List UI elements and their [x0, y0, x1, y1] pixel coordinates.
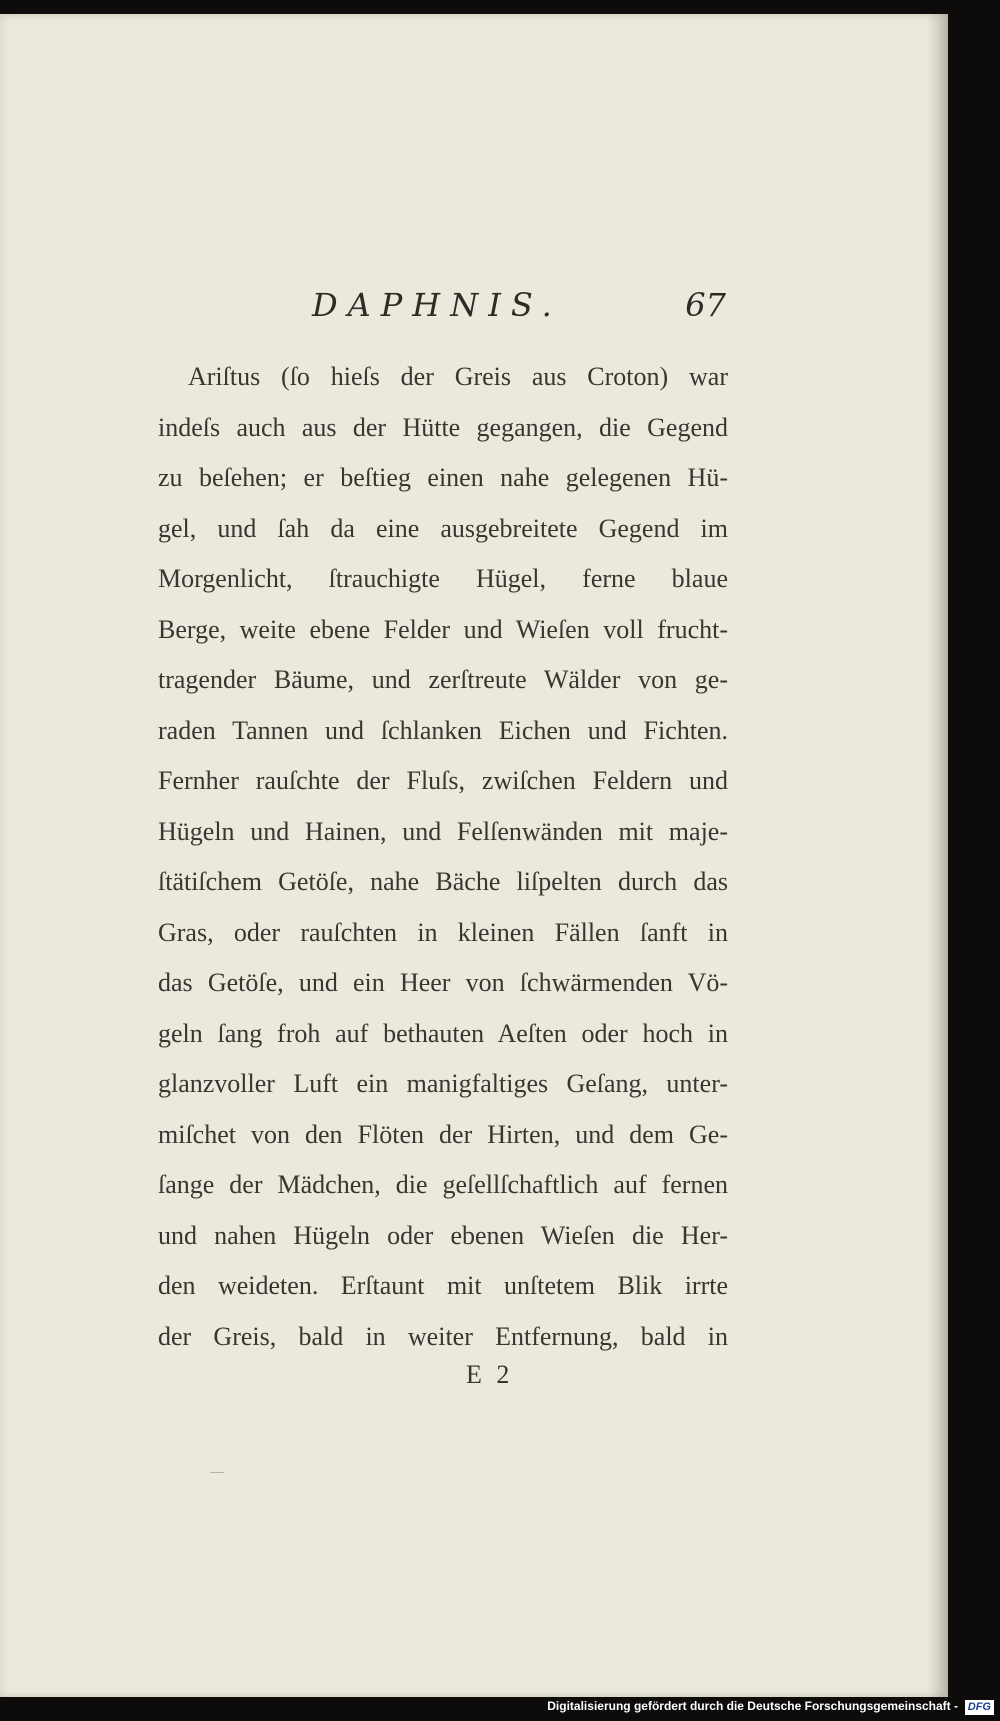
text-line: Gras, oder rauſchten in kleinen Fällen ſanft in — [158, 917, 728, 947]
text-line: der Greis, bald in weiter Entfernung, bald in — [158, 1321, 728, 1351]
book-page — [0, 14, 948, 1697]
text-line: Hügeln und Hainen, und Felſenwänden mit maje- — [158, 816, 728, 846]
text-line: Berge, weite ebene Felder und Wieſen voll frucht- — [158, 614, 728, 644]
text-line: tragender Bäume, und zerſtreute Wälder von ge- — [158, 665, 728, 694]
text-line: glanzvoller Luft ein manigfaltiges Geſang, unter- — [158, 1069, 728, 1098]
signature-mark: E 2 — [466, 1360, 514, 1389]
text-line: ſange der Mädchen, die geſellſchaftlich auf fernen — [158, 1170, 728, 1199]
stray-mark — [210, 1472, 224, 1473]
body-text — [158, 352, 728, 1362]
text-line: und nahen Hügeln oder ebenen Wieſen die Her- — [158, 1220, 728, 1250]
spine-shadow — [926, 14, 948, 1697]
text-line: den weideten. Erſtaunt mit unſtetem Blik irrte — [158, 1271, 728, 1300]
text-line: raden Tannen und ſchlanken Eichen und Fichten. — [158, 715, 728, 745]
page-number: 67 — [685, 286, 726, 324]
text-line: ſtätiſchem Getöſe, nahe Bäche liſpelten durch das — [158, 867, 728, 896]
text-line: Fernher rauſchte der Fluſs, zwiſchen Feldern und — [158, 766, 728, 795]
text-line: geln ſang froh auf bethauten Aeſten oder hoch in — [158, 1018, 728, 1048]
text-line: indeſs auch aus der Hütte gegangen, die Gegend — [158, 412, 728, 442]
footer-bar — [0, 1697, 1000, 1721]
text-line: gel, und ſah da eine ausgebreitete Gegend im — [158, 513, 728, 543]
text-line: das Getöſe, und ein Heer von ſchwärmenden Vö- — [158, 968, 728, 997]
funding-credit: Digitalisierung gefördert durch die Deutsche Forschungsgemeinschaft - — [547, 1699, 958, 1713]
running-title: DAPHNIS. — [312, 286, 562, 324]
page-header — [160, 286, 728, 336]
dfg-logo: DFG — [965, 1700, 994, 1715]
text-line: miſchet von den Flöten der Hirten, und dem Ge- — [158, 1119, 728, 1149]
text-line: zu beſehen; er beſtieg einen nahe gelegenen Hü- — [158, 463, 728, 492]
text-line: Ariſtus (ſo hieſs der Greis aus Croton) war — [188, 362, 728, 391]
text-line: Morgenlicht, ſtrauchigte Hügel, ferne blaue — [158, 564, 728, 593]
